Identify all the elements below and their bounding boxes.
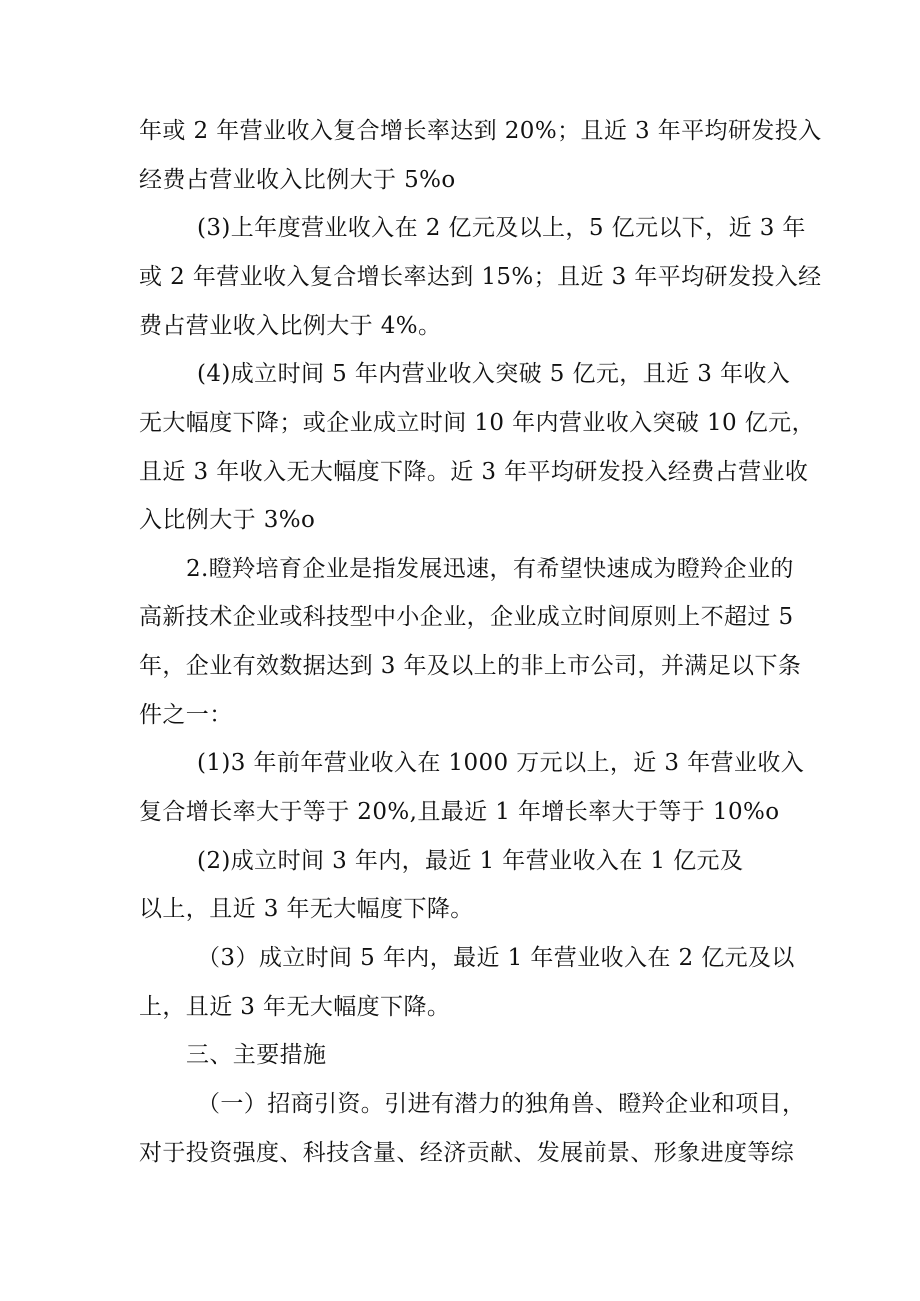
text-line: 高新技术企业或科技型中小企业，企业成立时间原则上不超过 5 xyxy=(139,604,794,630)
text-line: 且近 3 年收入无大幅度下降。近 3 年平均研发投入经费占营业收 xyxy=(139,459,809,485)
text-line: (3)上年度营业收入在 2 亿元及以上，5 亿元以下，近 3 年 xyxy=(197,215,806,241)
text-line: (2)成立时间 3 年内，最近 1 年营业收入在 1 亿元及 xyxy=(197,848,744,874)
text-line: （3）成立时间 5 年内，最近 1 年营业收入在 2 亿元及以 xyxy=(197,945,795,971)
text-line: 2.瞪羚培育企业是指发展迅速，有希望快速成为瞪羚企业的 xyxy=(186,556,794,582)
text-line: 费占营业收入比例大于 4%。 xyxy=(139,313,442,339)
text-line: （一）招商引资。引进有潜力的独角兽、瞪羚企业和项目， xyxy=(197,1091,806,1117)
text-line: 对于投资强度、科技含量、经济贡献、发展前景、形象进度等综 xyxy=(139,1140,795,1166)
section-heading: 三、主要措施 xyxy=(186,1042,327,1068)
text-line: (1)3 年前年营业收入在 1000 万元以上，近 3 年营业收入 xyxy=(197,750,805,776)
text-line: 经费占营业收入比例大于 5%o xyxy=(139,167,456,193)
text-line: 或 2 年营业收入复合增长率达到 15%；且近 3 年平均研发投入经 xyxy=(139,264,822,290)
text-line: 上，且近 3 年无大幅度下降。 xyxy=(139,994,451,1020)
text-line: 年，企业有效数据达到 3 年及以上的非上市公司，并满足以下条 xyxy=(139,653,802,679)
text-line: 入比例大于 3%o xyxy=(139,507,316,533)
text-line: 年或 2 年营业收入复合增长率达到 20%；且近 3 年平均研发投入 xyxy=(139,118,822,144)
text-line: (4)成立时间 5 年内营业收入突破 5 亿元，且近 3 年收入 xyxy=(197,361,791,387)
text-line: 无大幅度下降；或企业成立时间 10 年内营业收入突破 10 亿元， xyxy=(139,410,815,436)
text-line: 复合增长率大于等于 20%,且最近 1 年增长率大于等于 10%o xyxy=(139,799,780,825)
text-line: 以上，且近 3 年无大幅度下降。 xyxy=(139,896,474,922)
text-line: 件之一： xyxy=(139,702,233,728)
